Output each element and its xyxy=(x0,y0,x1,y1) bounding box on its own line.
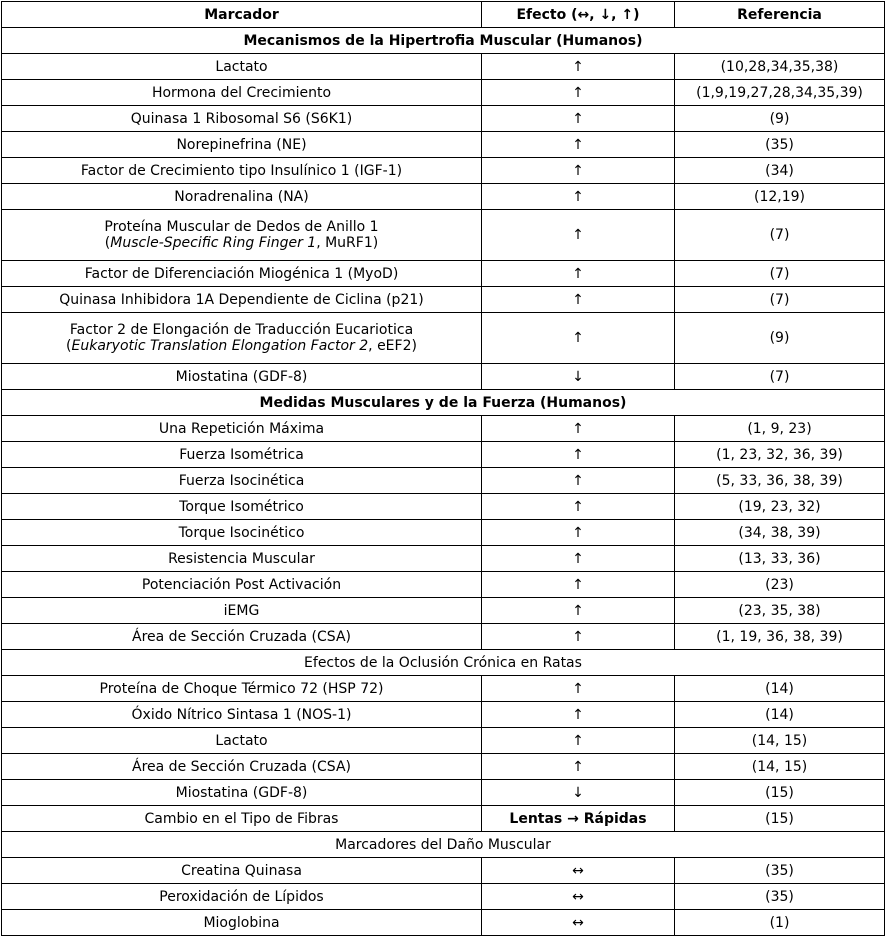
table-row xyxy=(2,572,885,598)
marker-cell: Cambio en el Tipo de Fibras xyxy=(2,806,482,832)
effect-cell: ↑ xyxy=(482,520,675,546)
marker-cell: Área de Sección Cruzada (CSA) xyxy=(2,624,482,650)
reference-cell: (7) xyxy=(675,210,885,261)
section-title: Efectos de la Oclusión Crónica en Ratas xyxy=(2,650,885,676)
reference-cell: (10,28,34,35,38) xyxy=(675,54,885,80)
section-title: Medidas Musculares y de la Fuerza (Humanos) xyxy=(2,390,885,416)
table-row xyxy=(2,80,885,106)
section-row xyxy=(2,28,885,54)
reference-cell: (7) xyxy=(675,287,885,313)
table-row xyxy=(2,858,885,884)
section-title: Marcadores del Daño Muscular xyxy=(2,832,885,858)
reference-cell: (1, 19, 36, 38, 39) xyxy=(675,624,885,650)
effect-cell: ↑ xyxy=(482,106,675,132)
reference-cell: (13, 33, 36) xyxy=(675,546,885,572)
effect-cell: ↑ xyxy=(482,184,675,210)
effect-cell: ↔ xyxy=(482,884,675,910)
marker-cell: Factor de Diferenciación Miogénica 1 (MyoD) xyxy=(2,261,482,287)
reference-cell: (1, 23, 32, 36, 39) xyxy=(675,442,885,468)
marker-cell: Área de Sección Cruzada (CSA) xyxy=(2,754,482,780)
marker-cell: Una Repetición Máxima xyxy=(2,416,482,442)
reference-cell: (14, 15) xyxy=(675,754,885,780)
effect-cell: ↑ xyxy=(482,546,675,572)
marker-cell: Hormona del Crecimiento xyxy=(2,80,482,106)
table-row xyxy=(2,728,885,754)
marker-cell: Mioglobina xyxy=(2,910,482,936)
effect-cell: ↓ xyxy=(482,364,675,390)
table-row xyxy=(2,54,885,80)
effect-cell: ↑ xyxy=(482,416,675,442)
table-row xyxy=(2,676,885,702)
marker-cell: Quinasa Inhibidora 1A Dependiente de Ciclina (p21) xyxy=(2,287,482,313)
table-row xyxy=(2,494,885,520)
reference-cell: (9) xyxy=(675,106,885,132)
reference-cell: (1) xyxy=(675,910,885,936)
section-row xyxy=(2,390,885,416)
effect-cell: ↑ xyxy=(482,676,675,702)
effect-cell: ↑ xyxy=(482,702,675,728)
effect-cell: ↑ xyxy=(482,598,675,624)
reference-cell: (7) xyxy=(675,261,885,287)
reference-cell: (14) xyxy=(675,676,885,702)
table-row xyxy=(2,884,885,910)
section-row xyxy=(2,832,885,858)
marker-italic: Muscle-Specific Ring Finger 1 xyxy=(110,235,317,251)
marker-cell: Óxido Nítrico Sintasa 1 (NOS-1) xyxy=(2,702,482,728)
marker-cell: Noradrenalina (NA) xyxy=(2,184,482,210)
marker-paren-open: ( xyxy=(104,235,111,251)
table-row xyxy=(2,416,885,442)
table-row xyxy=(2,442,885,468)
table-row xyxy=(2,520,885,546)
reference-cell: (23, 35, 38) xyxy=(675,598,885,624)
table-row xyxy=(2,210,885,261)
header-efecto: Efecto (↔, ↓, ↑) xyxy=(482,2,675,28)
effect-cell: Lentas → Rápidas xyxy=(482,806,675,832)
table-row xyxy=(2,598,885,624)
marker-paren-open: ( xyxy=(66,338,72,354)
marker-cell: Quinasa 1 Ribosomal S6 (S6K1) xyxy=(2,106,482,132)
table-row xyxy=(2,546,885,572)
marker-cell: Miostatina (GDF-8) xyxy=(2,364,482,390)
table-row xyxy=(2,754,885,780)
table-row xyxy=(2,158,885,184)
marker-italic: Eukaryotic Translation Elongation Factor 2 xyxy=(71,338,369,354)
effect-cell: ↑ xyxy=(482,572,675,598)
effect-cell: ↑ xyxy=(482,261,675,287)
effect-cell: ↑ xyxy=(482,494,675,520)
header-referencia: Referencia xyxy=(675,2,885,28)
table-row xyxy=(2,364,885,390)
reference-cell: (15) xyxy=(675,806,885,832)
marker-cell: Norepinefrina (NE) xyxy=(2,132,482,158)
effect-cell: ↑ xyxy=(482,132,675,158)
marker-cell: Lactato xyxy=(2,54,482,80)
marker-tail: , eEF2) xyxy=(368,338,417,354)
reference-cell: (1,9,19,27,28,34,35,39) xyxy=(675,80,885,106)
reference-cell: (14, 15) xyxy=(675,728,885,754)
markers-table xyxy=(1,1,885,936)
table-row xyxy=(2,702,885,728)
marker-cell: Creatina Quinasa xyxy=(2,858,482,884)
header-marcador: Marcador xyxy=(2,2,482,28)
marker-cell: Peroxidación de Lípidos xyxy=(2,884,482,910)
marker-cell: Torque Isométrico xyxy=(2,494,482,520)
effect-cell: ↑ xyxy=(482,468,675,494)
table-row xyxy=(2,806,885,832)
effect-cell: ↑ xyxy=(482,754,675,780)
effect-cell: ↑ xyxy=(482,210,675,261)
effect-cell: ↓ xyxy=(482,780,675,806)
reference-cell: (1, 9, 23) xyxy=(675,416,885,442)
marker-cell: Proteína de Choque Térmico 72 (HSP 72) xyxy=(2,676,482,702)
effect-cell: ↑ xyxy=(482,442,675,468)
reference-cell: (12,19) xyxy=(675,184,885,210)
effect-cell: ↑ xyxy=(482,54,675,80)
effect-cell: ↑ xyxy=(482,624,675,650)
table-row xyxy=(2,468,885,494)
table-row xyxy=(2,106,885,132)
reference-cell: (34) xyxy=(675,158,885,184)
marker-cell: Resistencia Muscular xyxy=(2,546,482,572)
marker-cell: Miostatina (GDF-8) xyxy=(2,780,482,806)
effect-cell: ↑ xyxy=(482,287,675,313)
table-row xyxy=(2,313,885,364)
marker-cell: Fuerza Isocinética xyxy=(2,468,482,494)
table-row xyxy=(2,910,885,936)
reference-cell: (34, 38, 39) xyxy=(675,520,885,546)
header-row xyxy=(2,2,885,28)
table-row xyxy=(2,624,885,650)
table-row xyxy=(2,287,885,313)
reference-cell: (9) xyxy=(675,313,885,364)
reference-cell: (14) xyxy=(675,702,885,728)
marker-cell: iEMG xyxy=(2,598,482,624)
table-row xyxy=(2,184,885,210)
reference-cell: (35) xyxy=(675,132,885,158)
reference-cell: (5, 33, 36, 38, 39) xyxy=(675,468,885,494)
marker-tail: , MuRF1) xyxy=(316,235,379,251)
effect-cell: ↑ xyxy=(482,728,675,754)
marker-line: Factor 2 de Elongación de Traducción Eucariotica xyxy=(69,322,414,338)
table-row xyxy=(2,261,885,287)
effect-cell: ↑ xyxy=(482,158,675,184)
marker-cell: Lactato xyxy=(2,728,482,754)
reference-cell: (15) xyxy=(675,780,885,806)
reference-cell: (19, 23, 32) xyxy=(675,494,885,520)
section-row xyxy=(2,650,885,676)
marker-cell: Factor de Crecimiento tipo Insulínico 1 (IGF-1) xyxy=(2,158,482,184)
marker-cell xyxy=(2,210,482,261)
effect-cell: ↔ xyxy=(482,910,675,936)
effect-cell: ↑ xyxy=(482,80,675,106)
marker-cell: Fuerza Isométrica xyxy=(2,442,482,468)
marker-cell: Torque Isocinético xyxy=(2,520,482,546)
table-row xyxy=(2,132,885,158)
effect-cell: ↔ xyxy=(482,858,675,884)
table-row xyxy=(2,780,885,806)
reference-cell: (7) xyxy=(675,364,885,390)
effect-cell: ↑ xyxy=(482,313,675,364)
marker-cell xyxy=(2,313,482,364)
marker-line: Proteína Muscular de Dedos de Anillo 1 xyxy=(104,219,379,235)
reference-cell: (23) xyxy=(675,572,885,598)
reference-cell: (35) xyxy=(675,884,885,910)
marker-cell: Potenciación Post Activación xyxy=(2,572,482,598)
section-title: Mecanismos de la Hipertrofia Muscular (Humanos) xyxy=(2,28,885,54)
reference-cell: (35) xyxy=(675,858,885,884)
